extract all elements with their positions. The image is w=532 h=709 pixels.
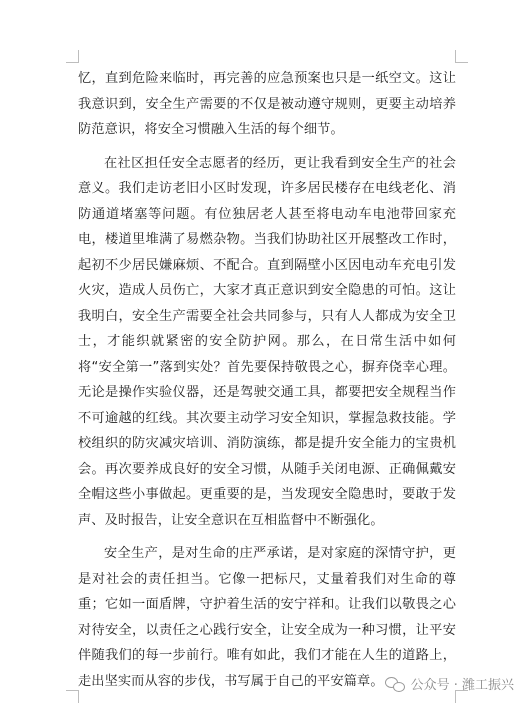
paragraph-2: 在社区担任安全志愿者的经历，更让我看到安全生产的社会意义。我们走访老旧小区时发现，许多居民楼存在电线老化、消防通道堵塞等问题。有位独居老人甚至将电动车电池带回家充电，楼道里堆满了易燃杂物。当我们协助社区开展整改工作时，起初不少居民嫌麻烦、不配合。直到隔壁小区因电动车充电引发火灾，造成人员伤亡，大家才真正意识到安全隐患的可怕。这让我明白，安全生产需要全社会共同参与，只有人人都成为安全卫士，才能织就紧密的安全防护网。那么，在日常生活中如何将“安全第一”落到实处？首先要保持敬畏之心，摒弃侥幸心理。无论是操作实验仪器，还是驾驶交通工具，都要把安全规程当作不可逾越的红线。其次要主动学习安全知识，掌握急救技能。学校组织的防灾减灾培训、消防演练，都是提升安全能力的宝贵机会。再次要养成良好的安全习惯，从随手关闭电源、正确佩戴安全帽这些小事做起。更重要的是，当发现安全隐患时，要敢于发声、及时报告，让安全意识在互相监督中不断强化。 xyxy=(78,155,456,528)
paragraph-1: 忆，直到危险来临时，再完善的应急预案也只是一纸空文。这让我意识到，安全生产需要的不仅是被动遵守规则，更要主动培养防范意识，将安全习惯融入生活的每个细节。 xyxy=(78,71,456,137)
crop-mark-top-left xyxy=(66,50,79,63)
paragraph-3: 安全生产，是对生命的庄严承诺，是对家庭的深情守护，更是对社会的责任担当。它像一把标尺，丈量着我们对生命的尊重；它如一面盾牌，守护着生活的安宁祥和。让我们以敬畏之心对待安全，以责任之心践行安全，让安全成为一种习惯，让平安伴随我们的每一步前行。唯有如此，我们才能在人生的道路上，走出坚实而从容的步伐，书写属于自己的平安篇章。 xyxy=(78,546,456,689)
watermark-text: 公众号 · 潍工振兴 xyxy=(410,678,514,693)
crop-mark-top-right xyxy=(455,50,468,63)
wechat-watermark xyxy=(385,674,514,693)
document-body[interactable] xyxy=(78,66,456,702)
wechat-icon xyxy=(385,676,405,692)
